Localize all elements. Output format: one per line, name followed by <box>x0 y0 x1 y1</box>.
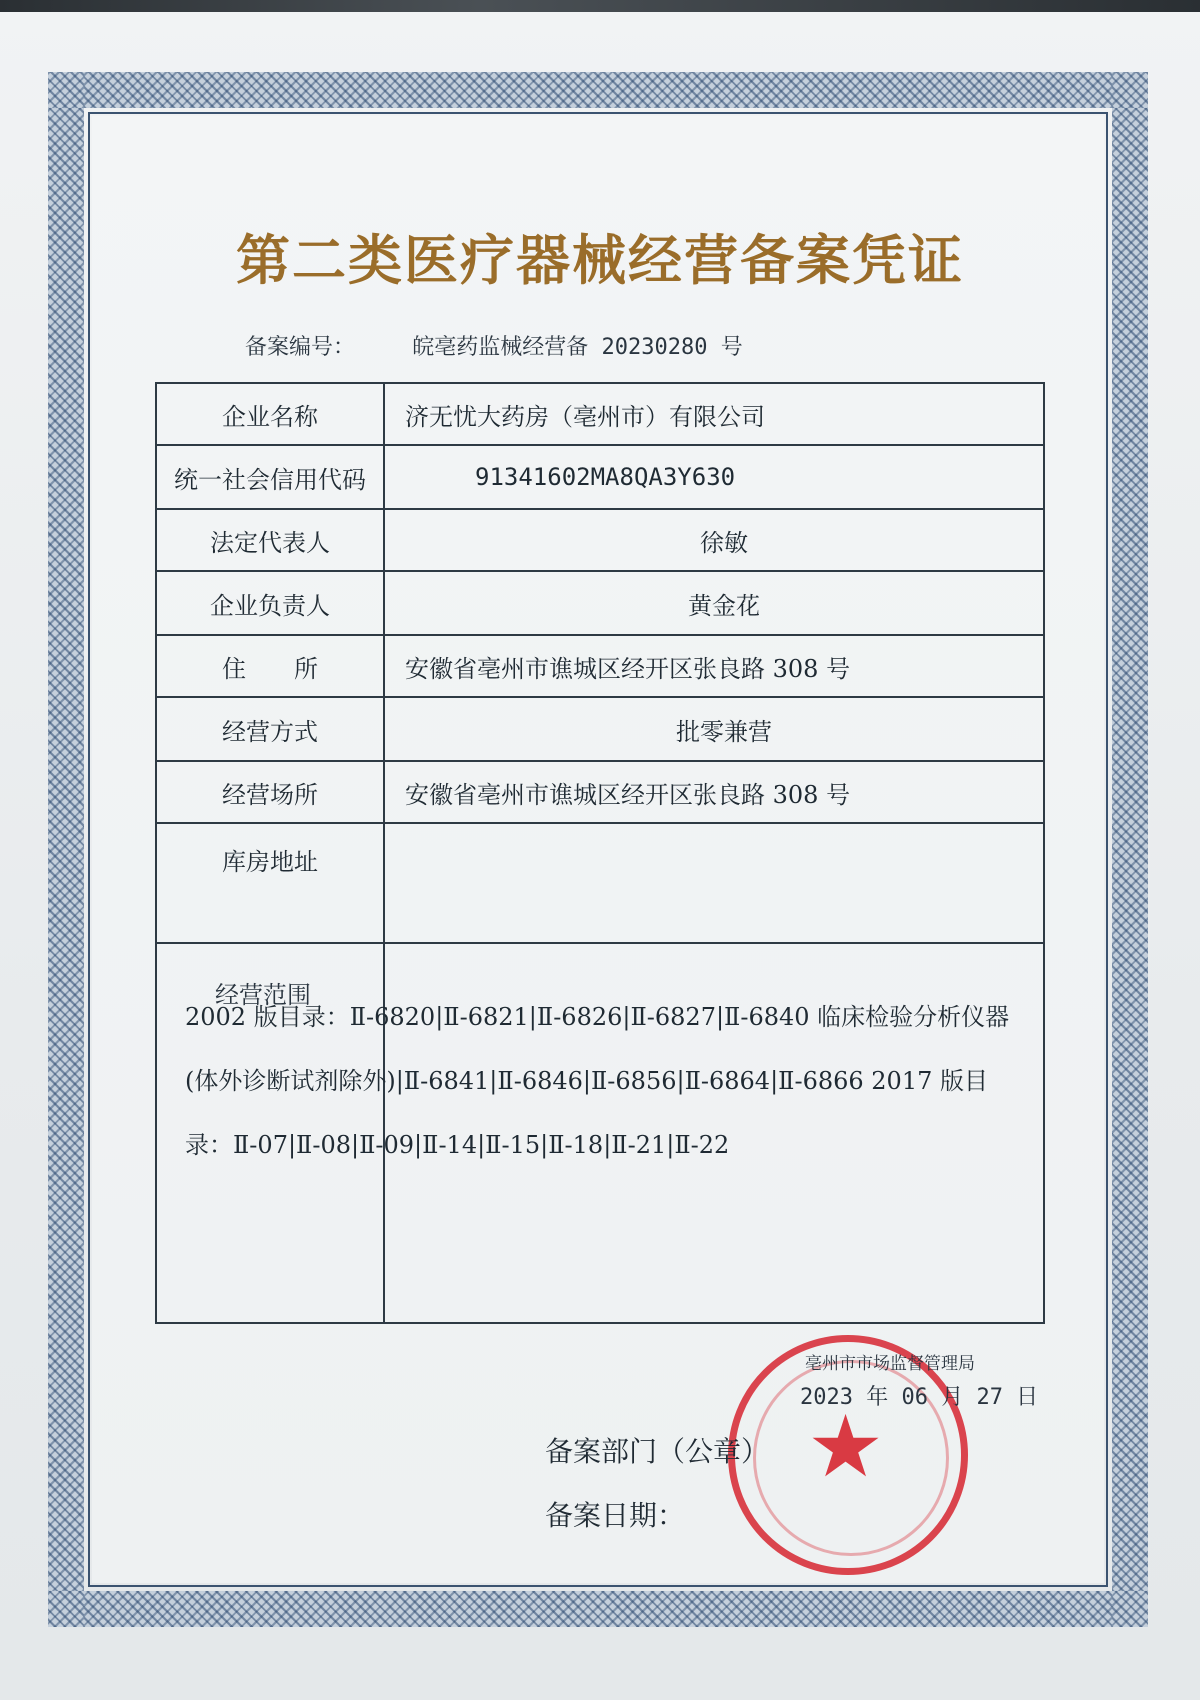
row-label: 统一社会信用代码 <box>156 445 384 509</box>
table-row <box>156 445 1044 509</box>
date-label: 备案日期： <box>545 1499 686 1532</box>
issuer-name: 亳州市市场监督管理局 <box>805 1354 975 1374</box>
row-value: 安徽省亳州市谯城区经开区张良路 308 号 <box>384 761 1044 823</box>
table-row <box>156 571 1044 635</box>
row-label: 企业负责人 <box>156 571 384 635</box>
issue-date: 2023 年 06 月 27 日 <box>800 1385 1039 1410</box>
row-value: 安徽省亳州市谯城区经开区张良路 308 号 <box>384 635 1044 697</box>
document-title: 第二类医疗器械经营备案凭证 <box>236 228 964 292</box>
table-row <box>156 823 1044 943</box>
registration-row <box>245 330 743 361</box>
row-label: 库房地址 <box>156 823 384 943</box>
row-value <box>384 823 1044 943</box>
table-row <box>156 635 1044 697</box>
row-value: 济无忧大药房（亳州市）有限公司 <box>384 383 1044 445</box>
table-row <box>156 761 1044 823</box>
star-icon: ★ <box>807 1397 885 1497</box>
row-label: 法定代表人 <box>156 509 384 571</box>
table-row <box>156 509 1044 571</box>
top-shadow <box>0 0 1200 12</box>
info-table <box>155 382 1045 1324</box>
row-label: 经营场所 <box>156 761 384 823</box>
table-row <box>156 697 1044 761</box>
scope-text: 2002 版目录：Ⅱ-6820|Ⅱ-6821|Ⅱ-6826|Ⅱ-6827|Ⅱ-6840 临床检验分析仪器(体外诊断试剂除外)|Ⅱ-6841|Ⅱ-6846|Ⅱ-6856|Ⅱ-6864|Ⅱ-6866 2017 版目录：Ⅱ-07|Ⅱ-08|Ⅱ-09|Ⅱ-14|Ⅱ-15|Ⅱ-18|Ⅱ-21|Ⅱ-22 <box>185 1003 1010 1159</box>
row-value: 徐敏 <box>384 509 1044 571</box>
row-label: 经营方式 <box>156 697 384 761</box>
row-label: 企业名称 <box>156 383 384 445</box>
row-value: 黄金花 <box>384 571 1044 635</box>
registration-number: 皖亳药监械经营备 20230280 号 <box>412 335 743 360</box>
row-value: 91341602MA8QA3Y630 <box>384 445 1044 509</box>
registration-label: 备案编号： <box>245 335 356 360</box>
dept-label: 备案部门（公章） <box>545 1435 770 1468</box>
row-value: 批零兼营 <box>384 697 1044 761</box>
row-label: 住 所 <box>156 635 384 697</box>
table-row <box>156 383 1044 445</box>
scope-label: 经营范围 <box>215 981 311 1009</box>
